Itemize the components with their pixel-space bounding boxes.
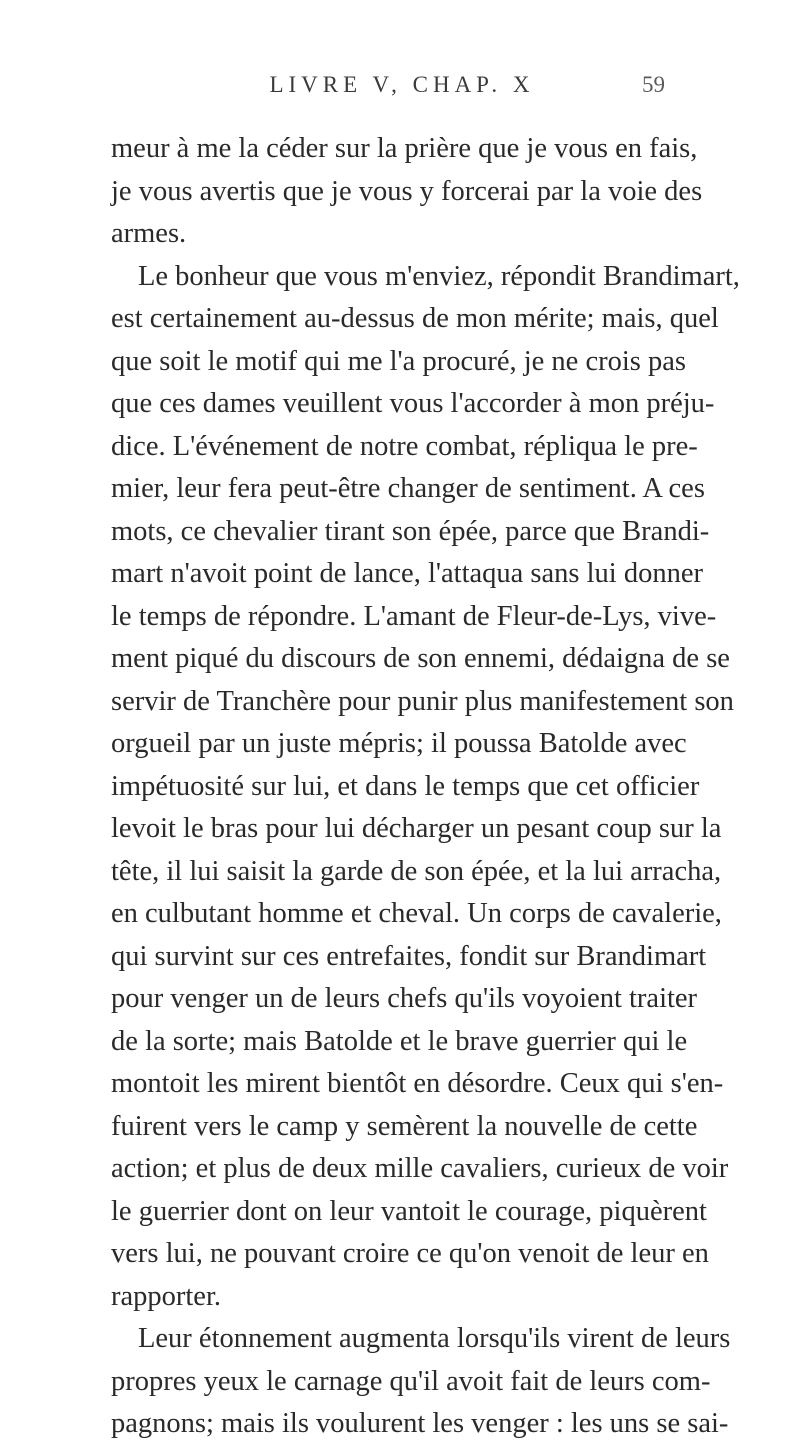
text-line: armes. [111, 218, 187, 249]
text-line: pour venger un de leurs chefs qu'ils voyoient traiter [111, 983, 698, 1014]
text-line: le guerrier dont on leur vantoit le courage, piquèrent [111, 1195, 707, 1227]
text-line: meur à me la céder sur la prière que je vous en fais, [111, 133, 698, 164]
text-line: rapporter. [111, 1280, 221, 1312]
body-text [111, 128, 740, 1446]
text-line: montoit les mirent bientôt en désordre. Ceux qui s'en- [111, 1068, 724, 1099]
text-line: dice. L'événement de notre combat, répliqua le pre- [111, 430, 698, 462]
text-line: action; et plus de deux mille cavaliers, curieux de voir [111, 1153, 729, 1184]
page-number: 59 [642, 72, 665, 97]
text-line: mier, leur fera peut-être changer de sentiment. A ces [111, 473, 705, 504]
text-line: pagnons; mais ils voulurent les venger : les uns se sai- [111, 1408, 729, 1439]
text-line: Le bonheur que vous m'enviez, répondit Brandimart, [138, 260, 740, 292]
running-title: LIVRE V, CHAP. X [269, 72, 535, 97]
text-line: en culbutant homme et cheval. Un corps de cavalerie, [111, 898, 722, 929]
text-line: Leur étonnement augmenta lorsqu'ils virent de leurs [138, 1323, 731, 1354]
text-line: tête, il lui saisit la garde de son épée, et la lui arracha, [111, 855, 722, 887]
text-line: de la sorte; mais Batolde et le brave guerrier qui le [111, 1025, 688, 1057]
text-line: fuirent vers le camp y semèrent la nouvelle de cette [111, 1110, 698, 1142]
text-line: ment piqué du discours de son ennemi, dédaigna de se [111, 643, 730, 674]
text-line: qui survint sur ces entrefaites, fondit sur Brandimart [111, 940, 707, 972]
text-line: est certainement au-dessus de mon mérite; mais, quel [111, 303, 719, 334]
text-line: vers lui, ne pouvant croire ce qu'on venoit de leur en [111, 1238, 709, 1269]
text-line: propres yeux le carnage qu'il avoit fait de leurs com- [111, 1365, 711, 1397]
text-line: impétuosité sur lui, et dans le temps que cet officier [111, 770, 700, 802]
text-line: servir de Tranchère pour punir plus manifestement son [111, 685, 734, 717]
text-line: que ces dames veuillent vous l'accorder à mon préju- [111, 388, 715, 419]
running-head [0, 72, 800, 112]
text-line: mart n'avoit point de lance, l'attaqua sans lui donner [111, 558, 703, 589]
text-line: je vous avertis que je vous y forcerai par la voie des [111, 175, 703, 207]
text-line: que soit le motif qui me l'a procuré, je ne crois pas [111, 345, 686, 377]
text-line: mots, ce chevalier tirant son épée, parce que Brandi- [111, 515, 710, 547]
text-line: orgueil par un juste mépris; il poussa Batolde avec [111, 728, 687, 759]
text-line: levoit le bras pour lui décharger un pesant coup sur la [111, 813, 722, 844]
text-line: le temps de répondre. L'amant de Fleur-de-Lys, vive- [111, 600, 717, 632]
